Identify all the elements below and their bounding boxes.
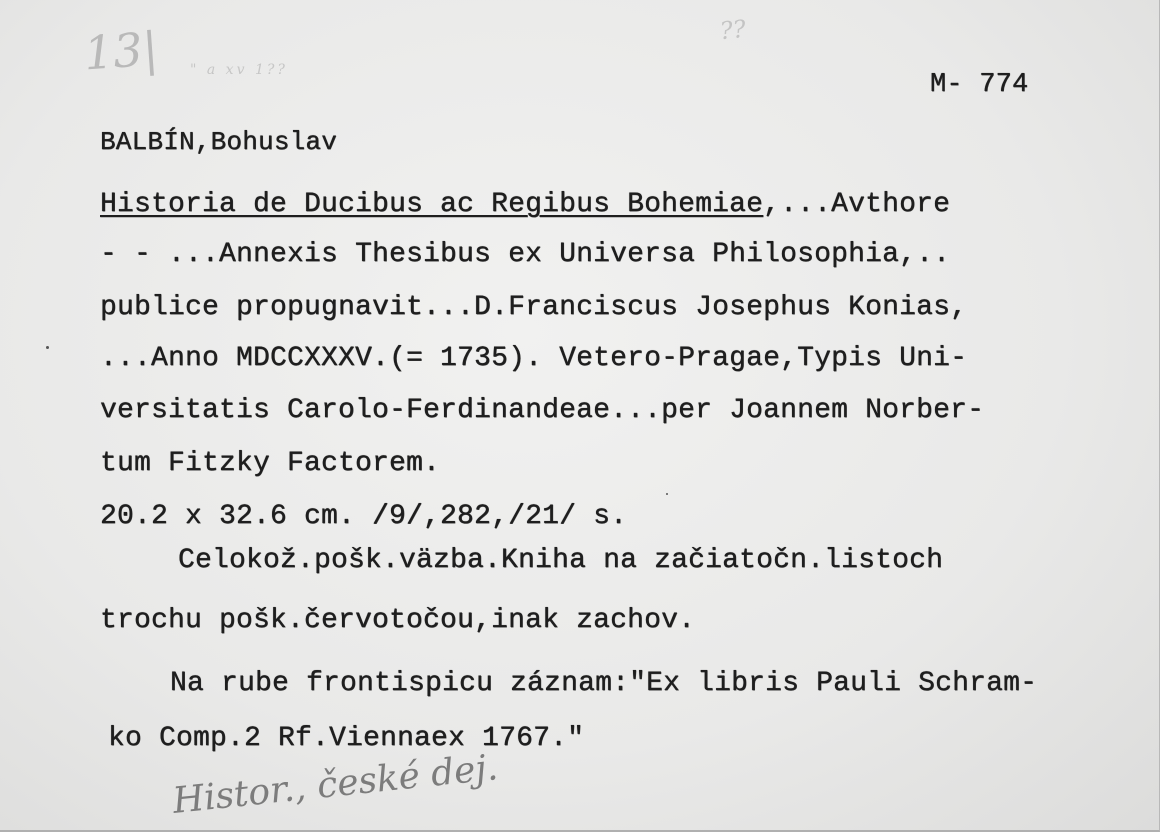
- note-line-2: ko Comp.2 Rf.Viennaex 1767.": [108, 723, 585, 754]
- title-line: [100, 191, 950, 219]
- call-number: M- 774: [930, 70, 1029, 100]
- dimensions-line: 20.2 x 32.6 cm. /9/,282,/21/ s.: [100, 501, 628, 532]
- title-rest: ,...Avthore: [763, 189, 951, 220]
- dust-speck: [46, 346, 49, 349]
- description-line-5: tum Fitzky Factorem.: [100, 448, 441, 479]
- note-line-1: Na rube frontispicu záznam:"Ex libris Pauli Schram-: [170, 668, 1038, 699]
- description-line-4: versitatis Carolo-Ferdinandeae...per Joannem Norber-: [100, 395, 985, 426]
- pencil-mark-faint: " a xv 1??: [190, 62, 288, 78]
- author-heading: BALBÍN,Bohuslav: [100, 127, 338, 157]
- description-line-2: publice propugnavit...D.Franciscus Josephus Konias,: [100, 292, 968, 323]
- pencil-mark-top: ??: [718, 14, 748, 46]
- condition-line-1: Celokož.pošk.väzba.Kniha na začiatočn.listoch: [178, 545, 944, 576]
- pencil-mark-top-left: 13|: [82, 21, 160, 81]
- condition-line-2: trochu pošk.červotočou,inak zachov.: [100, 605, 696, 636]
- description-line-3: ...Anno MDCCXXXV.(= 1735). Vetero-Pragae,Typis Uni-: [100, 343, 968, 374]
- description-line-1: - - ...Annexis Thesibus ex Universa Philosophia,..: [100, 239, 951, 270]
- handwritten-subject-note: Histor., české dej.: [170, 747, 500, 822]
- dust-speck: [666, 493, 668, 495]
- title-underlined: Historia de Ducibus ac Regibus Bohemiae: [100, 189, 764, 220]
